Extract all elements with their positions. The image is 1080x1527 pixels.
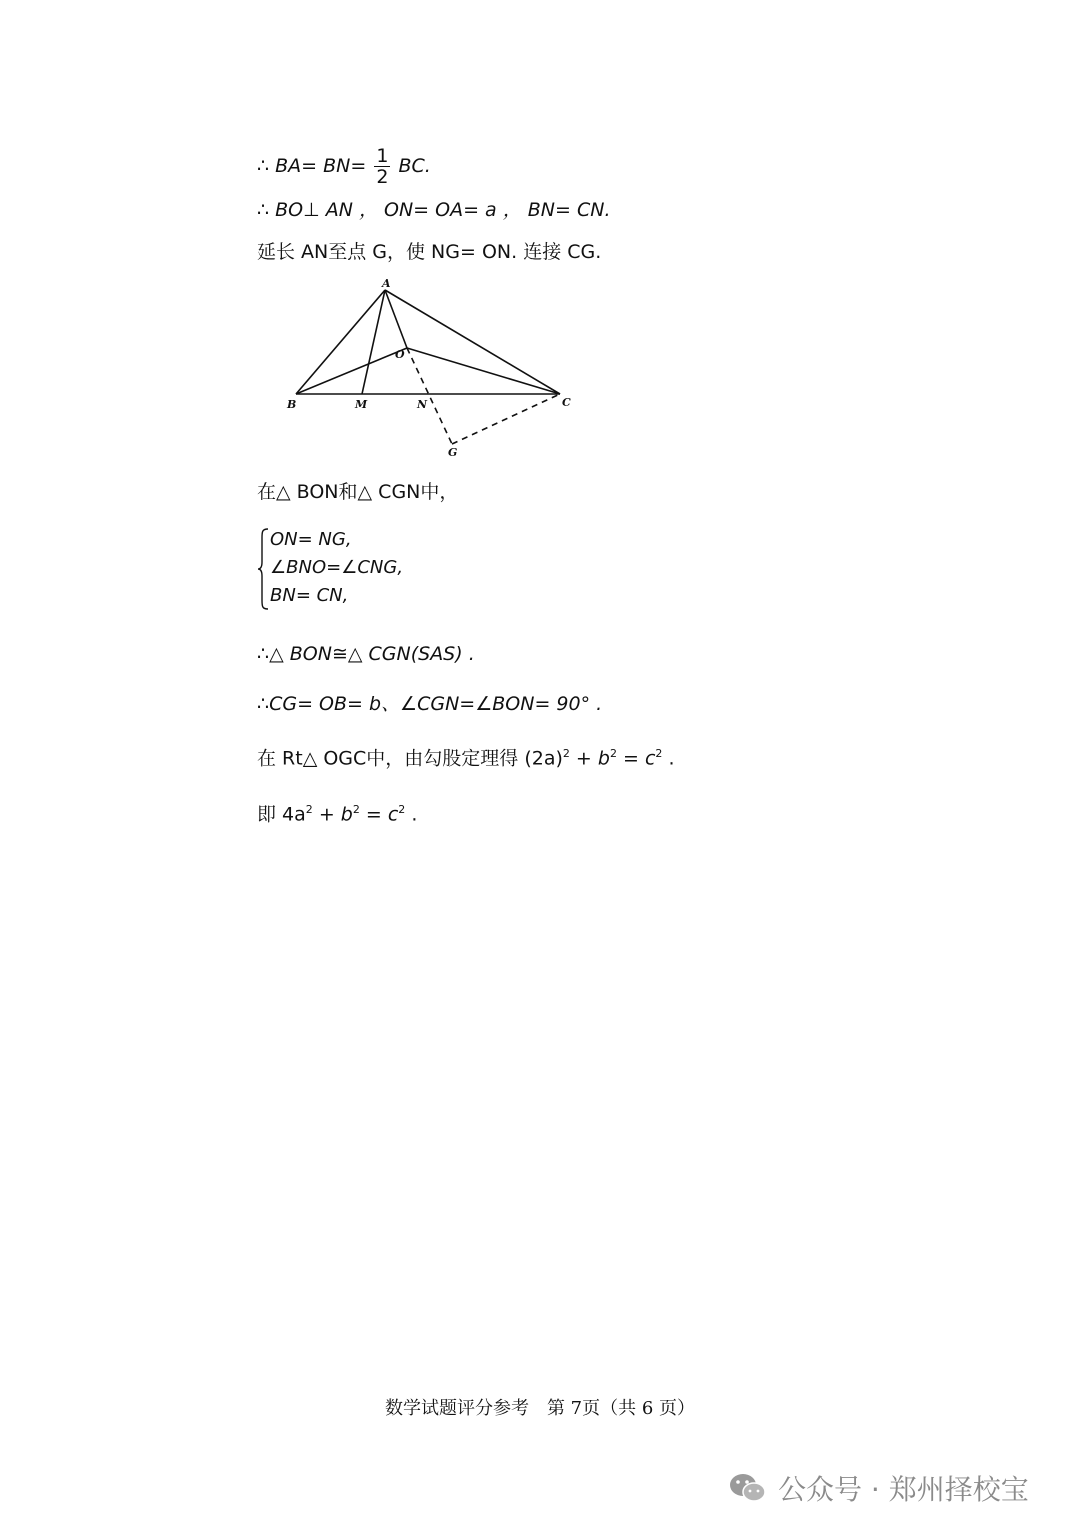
watermark-text: 公众号 · 郑州择校宝 [778,1473,1029,1506]
wechat-icon [728,1471,768,1505]
segment-ng-dashed [407,348,452,444]
sup: 2 [398,803,406,816]
fraction-half [374,146,390,187]
segment-bo [296,348,407,394]
sup: 2 [655,747,663,760]
period: . [405,803,418,826]
label-m: M [355,398,368,411]
segment-am [362,290,385,394]
sup: 2 [305,803,313,816]
system-row-3: BN= CN, [270,585,349,606]
line-extend-an: 延长 AN至点 G，使 NG= ON. 连接 CG. [257,241,602,263]
fraction-denominator: 2 [376,166,389,188]
term-b: + b [312,803,353,826]
expr-ba-bn: BA= BN= [275,155,367,177]
left-brace [257,528,269,610]
label-a: A [382,277,391,290]
sup: 2 [609,747,617,760]
segment-ab [296,290,385,394]
term-c: = c [359,803,399,826]
page-footer: 数学试题评分参考 第 7页（共 6 页） [384,1398,696,1419]
system-row-2: ∠BNO=∠CNG, [270,557,404,578]
result-text: 即 4a [257,803,306,826]
line-cg-ob: ∴CG= OB= b、∠CGN=∠BON= 90° . [257,693,603,715]
term-b: + b [569,747,610,770]
segment-oc [407,348,560,394]
sup: 2 [352,803,360,816]
sup: 2 [562,747,570,760]
segment-an [385,290,407,348]
system-row-1: ON= NG, [270,529,352,550]
fraction-numerator: 1 [376,145,389,167]
label-c: C [562,396,571,409]
expr-bc: BC. [398,155,431,177]
line-in-triangles: 在△ BON和△ CGN中， [257,481,459,503]
watermark [728,1468,1029,1508]
period: . [662,747,675,770]
term-c: = c [616,747,656,770]
label-g: G [448,446,458,459]
label-b: B [287,398,297,411]
therefore-symbol: ∴ [257,155,276,177]
segment-ac [385,290,560,394]
line-congruent: ∴△ BON≅△ CGN(SAS) . [257,643,475,665]
pythagoras-text: 在 Rt△ OGC中，由勾股定理得 (2a) [257,747,563,770]
line-ba-bn [257,146,431,187]
label-n: N [417,398,428,411]
geometry-figure [280,276,580,466]
line-pythagoras [257,742,675,770]
line-result [257,798,417,826]
label-o: O [395,348,405,361]
segment-gc-dashed [452,394,560,444]
line-bo-perp-an: ∴ BO⊥ AN ， ON= OA= a ， BN= CN. [257,199,611,221]
